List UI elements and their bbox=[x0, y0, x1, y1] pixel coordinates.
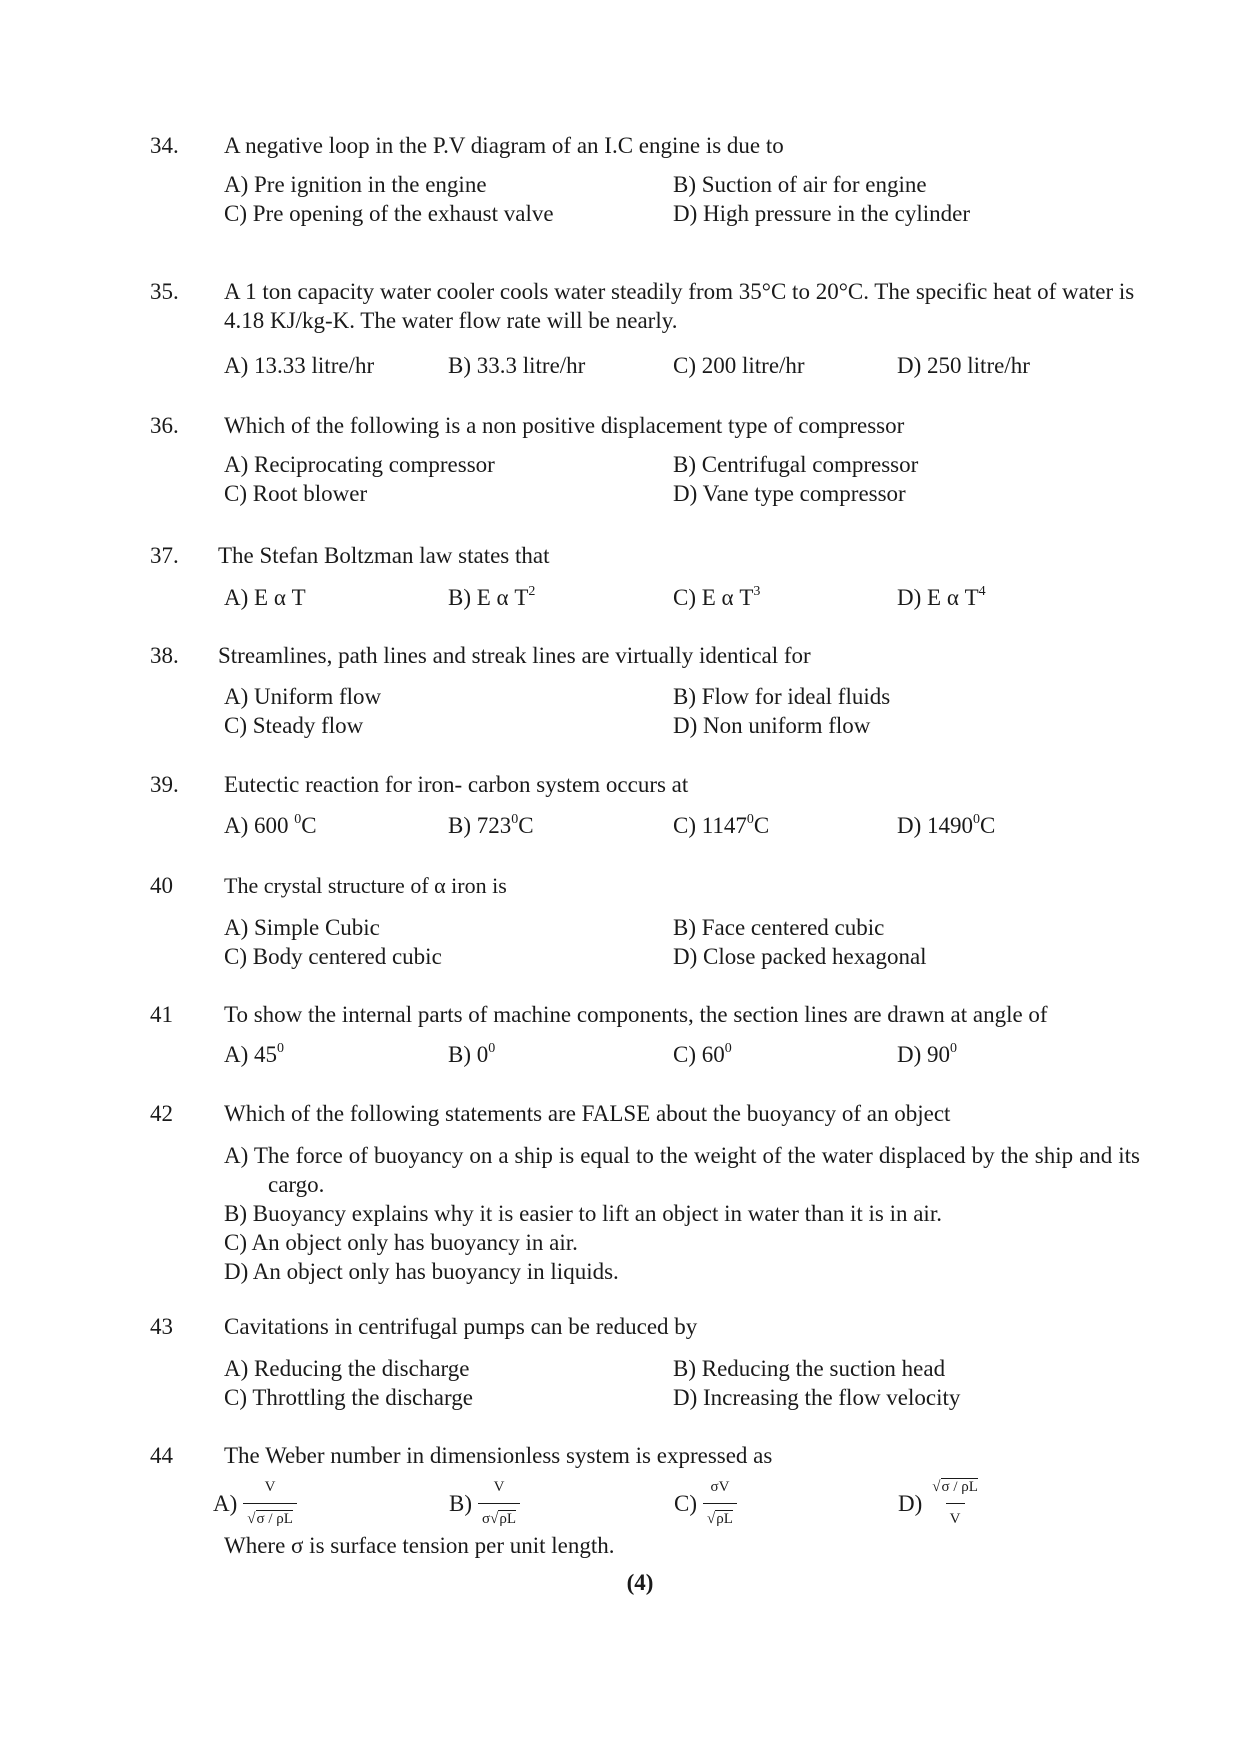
question-number: 36. bbox=[150, 413, 179, 438]
option-b: B) $723^0C$ bbox=[448, 812, 534, 838]
option-c: C) $60^0$ bbox=[673, 1041, 732, 1067]
question-text: Which of the following is a non positive displacement type of compressor bbox=[224, 413, 905, 438]
option-b: B) Reducing the suction head bbox=[673, 1356, 946, 1381]
question-41 bbox=[150, 1000, 1140, 1069]
option-b: B) Suction of air for engine bbox=[673, 172, 927, 197]
option-a: A) $45^0$ bbox=[224, 1041, 285, 1067]
option-b: B) Buoyancy explains why it is easier to lift an object in water than it is in air. bbox=[224, 1201, 942, 1226]
option-b: B) $0^0$ bbox=[448, 1041, 496, 1067]
question-44 bbox=[150, 1441, 1140, 1561]
question-text: The crystal structure of α iron is bbox=[224, 873, 507, 898]
option-a: A) The force of buoyancy on a ship is equal to the weight of the water displaced by the ship and its cargo. bbox=[224, 1143, 1140, 1197]
question-text: Cavitations in centrifugal pumps can be reduced by bbox=[224, 1314, 698, 1339]
question-43 bbox=[150, 1312, 1140, 1412]
option-a: A) Pre ignition in the engine bbox=[224, 172, 487, 197]
question-36 bbox=[150, 411, 1140, 508]
question-39 bbox=[150, 770, 1140, 840]
question-34 bbox=[150, 131, 1140, 228]
question-text: The Weber number in dimensionless system is expressed as bbox=[224, 1443, 773, 1468]
option-c: C) Root blower bbox=[224, 481, 368, 506]
option-a: A) Uniform flow bbox=[224, 684, 382, 709]
question-text: Which of the following statements are FALSE about the buoyancy of an object bbox=[224, 1101, 951, 1126]
question-38 bbox=[150, 641, 1140, 740]
option-c: C) $\frac{\sigma V}{√\rho L}$ bbox=[674, 1477, 886, 1529]
option-a: A) 600 $^0$C bbox=[224, 812, 317, 838]
option-d: D) An object only has buoyancy in liquids. bbox=[224, 1259, 619, 1284]
question-number: 34. bbox=[150, 133, 179, 158]
question-number: 42 bbox=[150, 1101, 173, 1126]
question-text: A 1 ton capacity water cooler cools water steadily from 35°C to 20°C. The specific heat of water is 4.18 KJ/kg-K. The water flow rate will be nearly. bbox=[224, 279, 1135, 333]
question-text: A negative loop in the P.V diagram of an I.C engine is due to bbox=[224, 133, 784, 158]
option-d: D) E α $T^4$ bbox=[897, 584, 986, 610]
question-40 bbox=[150, 871, 1140, 971]
option-b: B) Centrifugal compressor bbox=[673, 452, 919, 477]
option-a: A) Simple Cubic bbox=[224, 915, 380, 940]
option-d: D) High pressure in the cylinder bbox=[673, 201, 971, 226]
option-c: C) 1147$^0$C bbox=[673, 812, 770, 838]
option-d: D) $90^0$ bbox=[897, 1041, 958, 1067]
question-number: 38. bbox=[150, 643, 179, 668]
option-c: C) Body centered cubic bbox=[224, 944, 442, 969]
option-c: C) E α $T^3$ bbox=[673, 584, 761, 610]
question-text: The Stefan Boltzman law states that bbox=[218, 543, 550, 568]
option-d: D) Increasing the flow velocity bbox=[673, 1385, 961, 1410]
option-d: D) Close packed hexagonal bbox=[673, 944, 927, 969]
question-42 bbox=[150, 1099, 1140, 1286]
question-number: 37. bbox=[150, 543, 179, 568]
option-c: C) Pre opening of the exhaust valve bbox=[224, 201, 554, 226]
option-c: C) An object only has buoyancy in air. bbox=[224, 1230, 578, 1255]
question-number: 35. bbox=[150, 279, 179, 304]
option-b: B) 33.3 litre/hr bbox=[448, 353, 586, 378]
option-a: A) 13.33 litre/hr bbox=[224, 353, 375, 378]
option-d: D) Vane type compressor bbox=[673, 481, 906, 506]
question-number: 41 bbox=[150, 1002, 173, 1027]
option-b: B) $\frac{V}{\sigma√\rho L}$ bbox=[449, 1477, 662, 1529]
question-number: 40 bbox=[150, 873, 173, 898]
question-number: 39. bbox=[150, 772, 179, 797]
option-c: C) 200 litre/hr bbox=[673, 353, 805, 378]
option-d: D) 250 litre/hr bbox=[897, 353, 1030, 378]
option-b: B) Face centered cubic bbox=[673, 915, 885, 940]
option-c: C) Steady flow bbox=[224, 713, 364, 738]
question-text: Streamlines, path lines and streak lines are virtually identical for bbox=[218, 643, 811, 668]
option-d: D) $\frac{√\sigma / \rho L}{V}$ bbox=[898, 1477, 1110, 1529]
option-b: B) Flow for ideal fluids bbox=[673, 684, 891, 709]
option-a: A) Reducing the discharge bbox=[224, 1356, 470, 1381]
option-d: D) Non uniform flow bbox=[673, 713, 871, 738]
question-text: To show the internal parts of machine components, the section lines are drawn at angle of bbox=[224, 1002, 1048, 1027]
option-b: B) E α $T^2$ bbox=[448, 584, 536, 610]
question-text: Eutectic reaction for iron- carbon system occurs at bbox=[224, 772, 689, 797]
option-a: A) E α T bbox=[224, 585, 306, 610]
question-number: 43 bbox=[150, 1314, 173, 1339]
page-number: (4) bbox=[626, 1570, 654, 1595]
option-d: D) 1490$^0$C bbox=[897, 812, 996, 838]
option-a: A) Reciprocating compressor bbox=[224, 452, 495, 477]
question-37 bbox=[150, 541, 1140, 612]
question-35 bbox=[150, 277, 1140, 380]
option-a: A) $\frac{V}{√\sigma / \rho L}$ bbox=[213, 1477, 437, 1529]
note-text: Where σ is surface tension per unit length. bbox=[224, 1533, 615, 1558]
question-number: 44 bbox=[150, 1443, 173, 1468]
option-c: C) Throttling the discharge bbox=[224, 1385, 473, 1410]
